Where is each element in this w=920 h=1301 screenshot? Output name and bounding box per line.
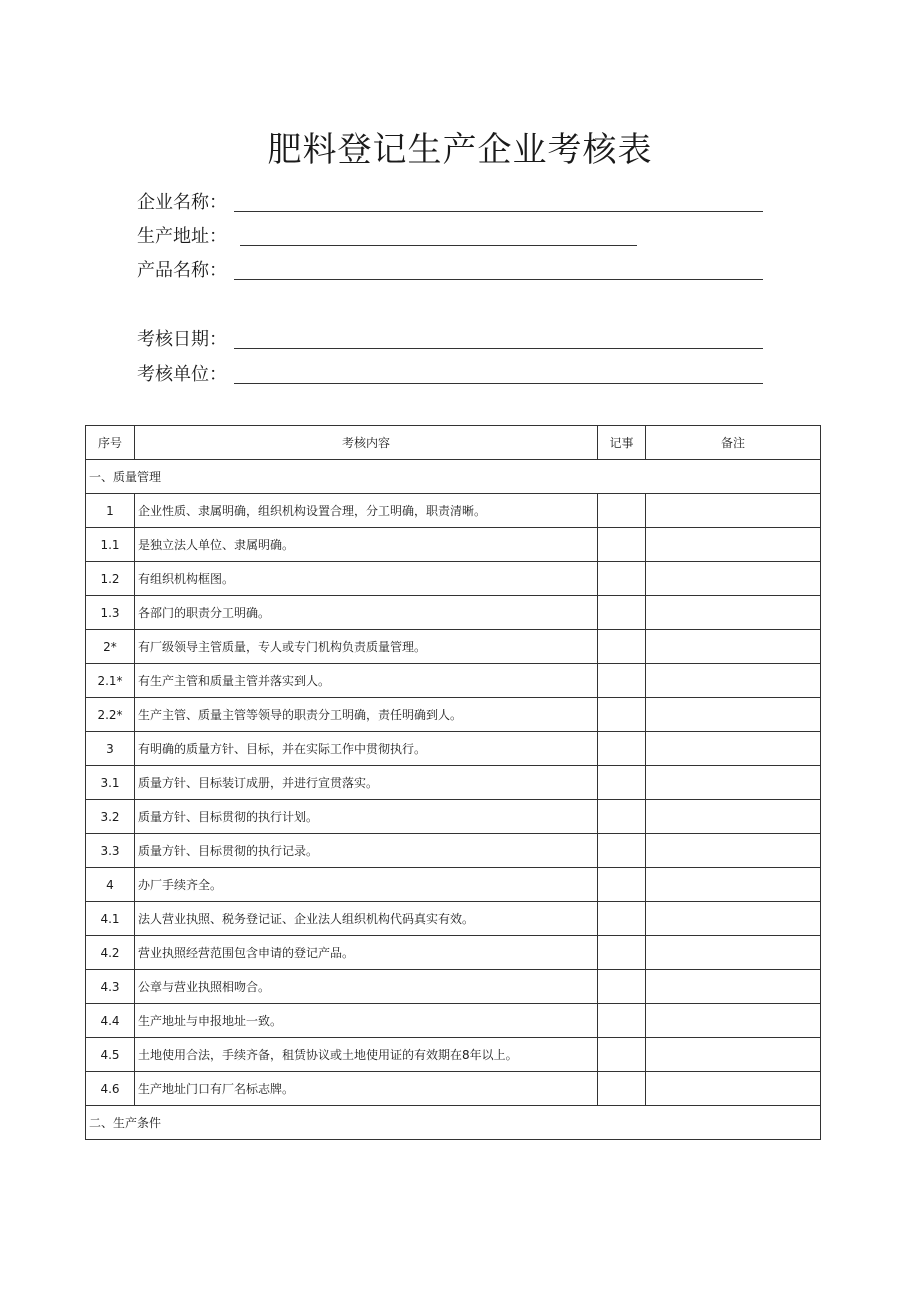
row-record-cell[interactable]	[598, 1038, 646, 1072]
table-row	[86, 596, 821, 630]
row-remark-cell[interactable]	[646, 970, 821, 1004]
company-name-label: 企业名称：	[137, 192, 227, 213]
row-content: 有组织机构框图。	[135, 562, 598, 596]
row-no: 4.5	[86, 1038, 135, 1072]
row-record-cell[interactable]	[598, 528, 646, 562]
review-unit-input-line[interactable]	[234, 383, 763, 384]
row-content: 是独立法人单位、隶属明确。	[135, 528, 598, 562]
row-record-cell[interactable]	[598, 766, 646, 800]
row-remark-cell[interactable]	[646, 732, 821, 766]
page-title: 肥料登记生产企业考核表	[267, 130, 653, 170]
row-content: 质量方针、目标贯彻的执行记录。	[135, 834, 598, 868]
row-content: 有厂级领导主管质量，专人或专门机构负责质量管理。	[135, 630, 598, 664]
row-remark-cell[interactable]	[646, 766, 821, 800]
row-remark-cell[interactable]	[646, 664, 821, 698]
row-remark-cell[interactable]	[646, 698, 821, 732]
row-record-cell[interactable]	[598, 562, 646, 596]
row-no: 4	[86, 868, 135, 902]
review-date-label: 考核日期：	[137, 329, 227, 350]
row-content: 有明确的质量方针、目标，并在实际工作中贯彻执行。	[135, 732, 598, 766]
table-row	[86, 1004, 821, 1038]
row-no: 3.2	[86, 800, 135, 834]
row-no: 4.3	[86, 970, 135, 1004]
table-row	[86, 800, 821, 834]
section-heading: 一、质量管理	[86, 460, 821, 494]
row-content: 生产主管、质量主管等领导的职责分工明确，责任明确到人。	[135, 698, 598, 732]
row-no: 3.3	[86, 834, 135, 868]
row-content: 质量方针、目标装订成册，并进行宣贯落实。	[135, 766, 598, 800]
row-remark-cell[interactable]	[646, 834, 821, 868]
review-date-input-line[interactable]	[234, 348, 763, 349]
table-row	[86, 766, 821, 800]
review-unit-label: 考核单位：	[137, 364, 227, 385]
row-remark-cell[interactable]	[646, 562, 821, 596]
row-no: 3.1	[86, 766, 135, 800]
row-content: 公章与营业执照相吻合。	[135, 970, 598, 1004]
table-row	[86, 494, 821, 528]
row-record-cell[interactable]	[598, 1072, 646, 1106]
row-remark-cell[interactable]	[646, 1072, 821, 1106]
row-content: 土地使用合法，手续齐备，租赁协议或土地使用证的有效期在8年以上。	[135, 1038, 598, 1072]
table-header-row	[86, 426, 821, 460]
table-row	[86, 1038, 821, 1072]
row-content: 生产地址与申报地址一致。	[135, 1004, 598, 1038]
row-remark-cell[interactable]	[646, 868, 821, 902]
row-content: 有生产主管和质量主管并落实到人。	[135, 664, 598, 698]
product-name-input-line[interactable]	[234, 279, 763, 280]
company-name-field	[137, 190, 767, 216]
row-record-cell[interactable]	[598, 732, 646, 766]
row-no: 3	[86, 732, 135, 766]
table-row	[86, 970, 821, 1004]
table-row	[86, 868, 821, 902]
row-content: 企业性质、隶属明确，组织机构设置合理，分工明确，职责清晰。	[135, 494, 598, 528]
row-no: 1.3	[86, 596, 135, 630]
row-remark-cell[interactable]	[646, 596, 821, 630]
table-row	[86, 834, 821, 868]
header-content: 考核内容	[135, 426, 598, 460]
section-row	[86, 460, 821, 494]
table-row	[86, 698, 821, 732]
row-record-cell[interactable]	[598, 800, 646, 834]
row-content: 营业执照经营范围包含申请的登记产品。	[135, 936, 598, 970]
row-remark-cell[interactable]	[646, 800, 821, 834]
row-no: 1.2	[86, 562, 135, 596]
row-no: 4.1	[86, 902, 135, 936]
section-heading: 二、生产条件	[86, 1106, 821, 1140]
row-no: 1.1	[86, 528, 135, 562]
row-record-cell[interactable]	[598, 970, 646, 1004]
row-remark-cell[interactable]	[646, 1038, 821, 1072]
production-address-label: 生产地址：	[137, 226, 227, 247]
row-record-cell[interactable]	[598, 834, 646, 868]
table-row	[86, 1072, 821, 1106]
row-remark-cell[interactable]	[646, 528, 821, 562]
header-no: 序号	[86, 426, 135, 460]
header-remark: 备注	[646, 426, 821, 460]
row-remark-cell[interactable]	[646, 494, 821, 528]
row-record-cell[interactable]	[598, 698, 646, 732]
row-record-cell[interactable]	[598, 664, 646, 698]
row-no: 4.2	[86, 936, 135, 970]
product-name-label: 产品名称：	[137, 260, 227, 281]
company-name-input-line[interactable]	[234, 211, 763, 212]
row-content: 生产地址门口有厂名标志牌。	[135, 1072, 598, 1106]
row-content: 办厂手续齐全。	[135, 868, 598, 902]
table-row	[86, 664, 821, 698]
row-record-cell[interactable]	[598, 902, 646, 936]
production-address-field	[137, 224, 767, 250]
product-name-field	[137, 258, 767, 284]
table-row	[86, 528, 821, 562]
table-row	[86, 936, 821, 970]
row-record-cell[interactable]	[598, 494, 646, 528]
row-no: 2*	[86, 630, 135, 664]
row-content: 法人营业执照、税务登记证、企业法人组织机构代码真实有效。	[135, 902, 598, 936]
row-content: 质量方针、目标贯彻的执行计划。	[135, 800, 598, 834]
row-remark-cell[interactable]	[646, 902, 821, 936]
row-record-cell[interactable]	[598, 1004, 646, 1038]
row-content: 各部门的职责分工明确。	[135, 596, 598, 630]
table-row	[86, 902, 821, 936]
row-no: 4.6	[86, 1072, 135, 1106]
section-row	[86, 1106, 821, 1140]
review-unit-field	[137, 362, 767, 388]
table-row	[86, 562, 821, 596]
review-date-field	[137, 327, 767, 353]
row-record-cell[interactable]	[598, 630, 646, 664]
production-address-input-line[interactable]	[240, 245, 637, 246]
table-row	[86, 732, 821, 766]
row-record-cell[interactable]	[598, 868, 646, 902]
header-record: 记事	[598, 426, 646, 460]
row-remark-cell[interactable]	[646, 630, 821, 664]
row-no: 1	[86, 494, 135, 528]
row-record-cell[interactable]	[598, 936, 646, 970]
row-remark-cell[interactable]	[646, 1004, 821, 1038]
row-no: 4.4	[86, 1004, 135, 1038]
row-no: 2.1*	[86, 664, 135, 698]
assessment-table	[85, 425, 821, 1140]
table-row	[86, 630, 821, 664]
row-remark-cell[interactable]	[646, 936, 821, 970]
row-no: 2.2*	[86, 698, 135, 732]
row-record-cell[interactable]	[598, 596, 646, 630]
